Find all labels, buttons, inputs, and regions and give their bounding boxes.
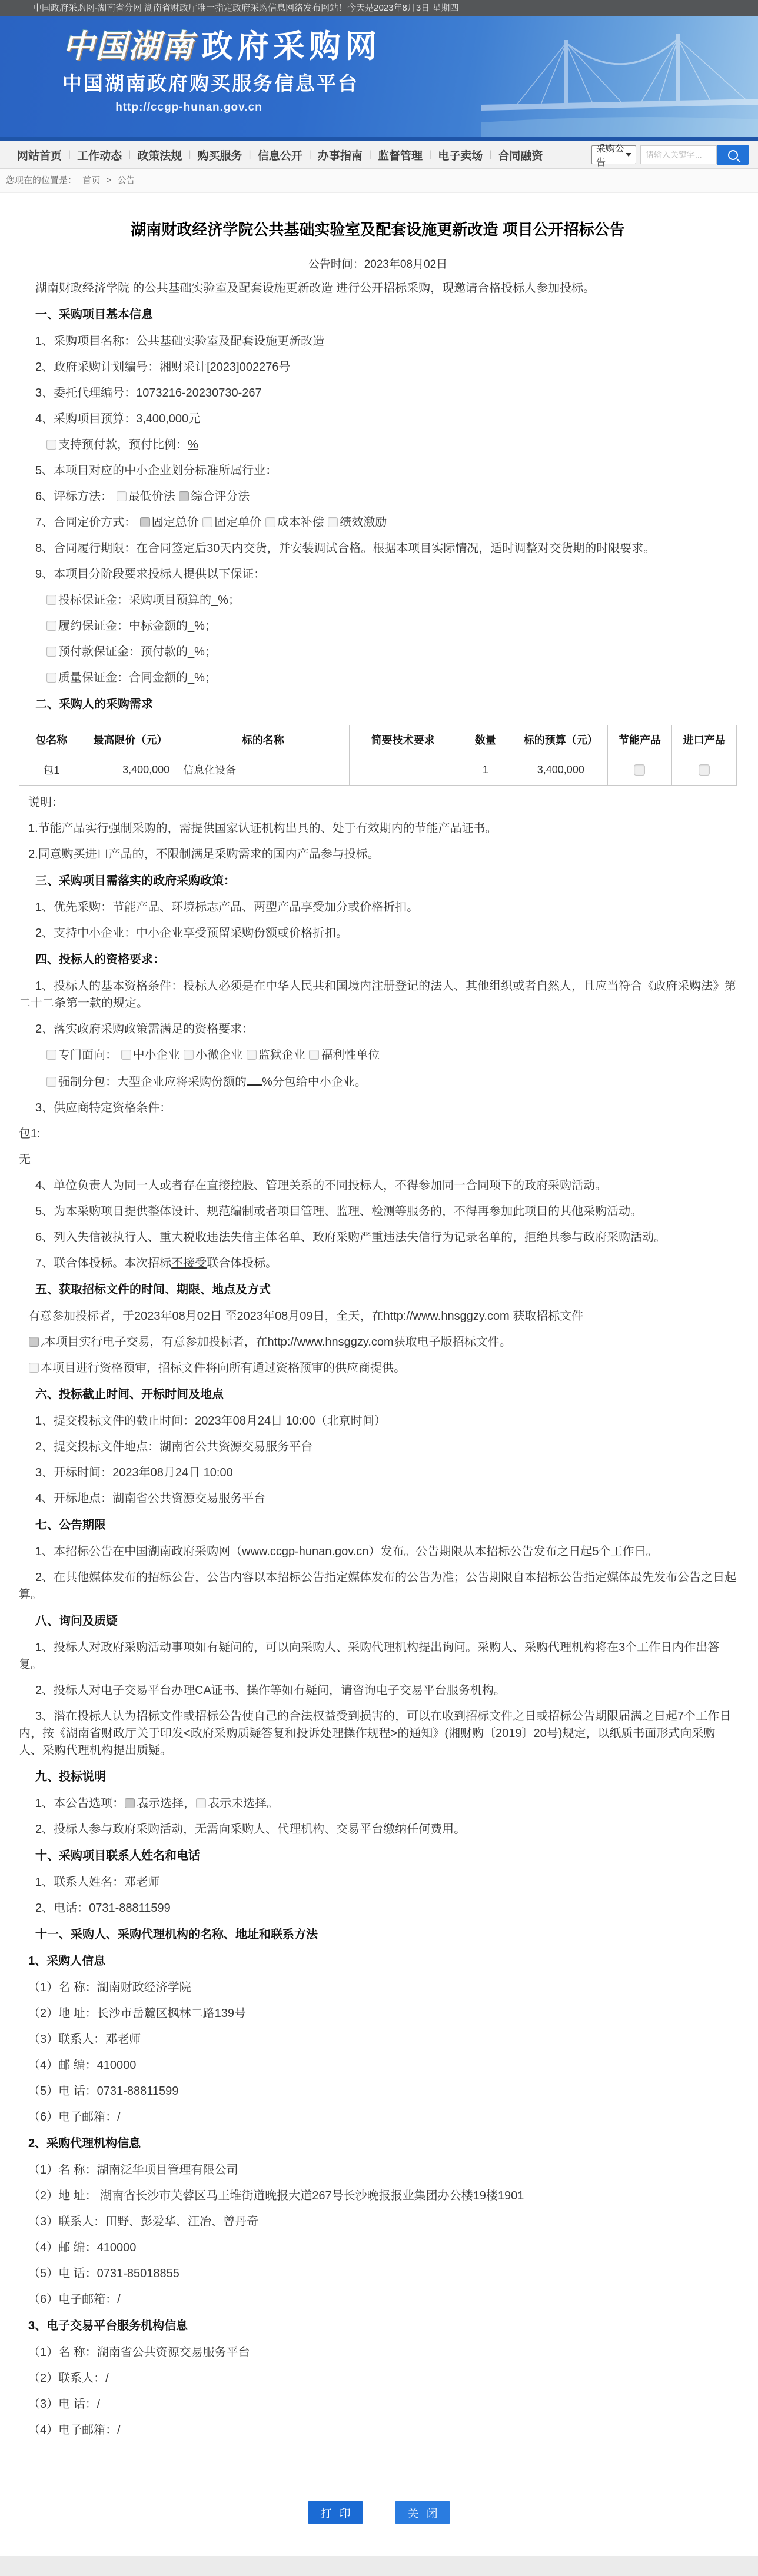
paragraph: 4、开标地点：湖南省公共资源交易服务平台 [35,1492,266,1505]
logo-calligraphy: 中国湖南 [62,29,194,64]
paragraph: 8、合同履行期限：在合同签定后30天内交货，并安装调试合格。根据本项目实际情况，适时调整对交货期的时限要求。 [35,542,656,555]
paragraph: 2.同意购买进口产品的，不限制满足采购需求的国内产品参与投标。 [28,848,380,861]
section-heading: 五、获取招标文件的时间、期限、地点及方式 [35,1283,271,1296]
checkbox-empty-icon [46,1077,56,1087]
paragraph: 4、单位负责人为同一人或者存在直接控股、管理关系的不同投标人，不得参加同一合同项下的政府采购活动。 [35,1179,607,1192]
table-cell: 包1 [19,754,84,786]
table-cell: 3,400,000 [84,754,177,786]
paragraph: 投标保证金：采购项目预算的_%； [19,592,737,609]
table-cell [349,754,457,786]
paragraph: （2）地 址： 湖南省长沙市芙蓉区马王堆街道晚报大道267号长沙晚报报业集团办公楼19楼1901 [28,2189,524,2202]
site-subtitle: 中国湖南政府购买服务信息平台 [62,72,359,94]
paragraph: 3、委托代理编号：1073216-20230730-267 [35,387,262,400]
paragraph: （2）地 址：长沙市岳麓区枫林二路139号 [28,2007,247,2020]
paragraph: 履约保证金：中标金额的_%； [19,618,737,635]
breadcrumb-separator: > [106,175,112,185]
table-cell: 3,400,000 [514,754,607,786]
paragraph: （1）名 称：湖南泛华项目管理有限公司 [28,2164,238,2176]
checkbox-empty-icon [196,1798,206,1808]
chevron-down-icon [626,153,631,157]
search-input[interactable] [640,145,717,164]
breadcrumb-home-link[interactable]: 首页 [82,175,101,185]
paragraph: 5、为本采购项目提供整体设计、规范编制或者项目管理、监理、检测等服务的，不得再参加此项目的其他采购活动。 [35,1205,643,1218]
underlined-text: % [188,438,198,451]
underlined-text: 不接受 [171,1257,207,1270]
table-cell: 信息化设备 [177,754,350,786]
paragraph: 专门面向： 中小企业 小微企业 监狱企业 福利性单位 [19,1047,737,1064]
paragraph: 说明： [28,796,64,809]
paragraph: 1、本招标公告在中国湖南政府采购网（www.ccgp-hunan.gov.cn）发布。公告期限从本招标公告发布之日起5个工作日。 [35,1545,658,1558]
paragraph: 3、开标时间：2023年08月24日 10:00 [35,1466,233,1479]
print-button[interactable]: 打 印 [308,2501,363,2524]
paragraph: 强制分包：大型企业应将采购份额的 %分包给中小企业。 [19,1073,737,1091]
publish-time: 公告时间：2023年08月02日 [308,258,448,271]
paragraph: 支持预付款，预付比例：% [19,437,737,454]
search-category-select[interactable] [591,144,636,168]
paragraph: 7、合同定价方式： ✓固定总价 固定单价 成本补偿 绩效激励 [19,514,737,531]
paragraph: 1、提交投标文件的截止时间：2023年08月24日 10:00（北京时间） [35,1415,386,1427]
paragraph: （4）邮 编：410000 [28,2241,137,2254]
checkbox-checked-icon [140,517,150,527]
paragraph: 2、提交投标文件地点：湖南省公共资源交易服务平台 [35,1440,313,1453]
paragraph: 6、评标方法： 最低价法 ✓综合评分法 [19,488,737,505]
checkbox-empty-icon [202,517,212,527]
paragraph: 湖南财政经济学院 的公共基础实验室及配套设施更新改造 进行公开招标采购，现邀请合格投标人参加投标。 [35,282,596,295]
section-heading: 十、采购项目联系人姓名和电话 [35,1849,200,1862]
paragraph: （5）电 话：0731-88811599 [28,2085,179,2098]
paragraph: （1）名 称：湖南财政经济学院 [28,1981,191,1994]
section-heading: 八、询问及质疑 [35,1615,118,1628]
nav-item-3[interactable]: 政策法规 [137,149,182,162]
checkbox-checked-icon [179,491,189,501]
paragraph: 2、支持中小企业：中小企业享受预留采购份额或价格折扣。 [35,927,348,940]
paragraph: 1、投标人对政府采购活动事项如有疑问的，可以向采购人、采购代理机构提出询问。采购人、采购代理机构将在3个工作日内作出答复。 [19,1641,720,1671]
nav-item-1[interactable]: 网站首页 [17,149,62,162]
procurement-demand-table [19,725,737,786]
paragraph: 有意参加投标者，于2023年08月02日 至2023年08月09日，全天，在http://www.hnsggzy.com 获取招标文件 [28,1310,584,1323]
checkbox-empty-icon [46,673,56,683]
table-header-cell: 标的名称 [177,725,350,754]
paragraph: 包1: [19,1127,41,1140]
section-heading: 七、公告期限 [35,1519,106,1532]
paragraph: 1.节能产品实行强制采购的，需提供国家认证机构出具的、处于有效期内的节能产品证书。 [28,822,497,835]
checkbox-empty-icon [247,1050,257,1060]
section-heading: 1、采购人信息 [28,1955,106,1968]
checkbox-checked-icon [29,1337,39,1347]
nav-separator: | [429,149,432,159]
blank-underline [247,1073,262,1086]
paragraph: ✓ 本项目实行电子交易，有意参加投标者，在http://www.hnsggzy.com获取电子版招标文件。 [19,1334,737,1351]
section-heading: 十一、采购人、采购代理机构的名称、地址和联系方法 [35,1928,318,1941]
site-header [0,16,758,141]
nav-separator: | [248,149,251,159]
nav-separator: | [489,149,492,159]
paragraph: 1、投标人的基本资格条件：投标人必须是在中华人民共和国境内注册登记的法人、其他组织或者自然人，且应当符合《政府采购法》第二十二条第一款的规定。 [19,980,737,1010]
nav-separator: | [68,149,71,159]
paragraph: 3、供应商特定资格条件： [35,1101,172,1114]
checkbox-empty-icon [184,1050,194,1060]
paragraph: 2、政府采购计划编号：湘财采计[2023]002276号 [35,361,291,374]
paragraph: 质量保证金：合同金额的_%； [19,670,737,687]
section-heading: 一、采购项目基本信息 [35,308,153,321]
paragraph: （3）联系人：田野、彭爱华、汪冶、曾丹奇 [28,2215,259,2228]
paragraph: （4）电子邮箱：/ [28,2424,121,2437]
section-heading: 四、投标人的资格要求： [35,953,165,966]
table-header-cell: 数量 [457,725,514,754]
search-category-value: 采购公告 [596,144,625,168]
site-logo [0,16,758,114]
checkbox-empty-icon [46,440,56,450]
article-body [19,280,737,2439]
section-heading: 九、投标说明 [35,1770,106,1783]
main-nav [0,141,758,169]
paragraph: 1、采购项目名称：公共基础实验室及配套设施更新改造 [35,335,325,348]
paragraph: （6）电子邮箱：/ [28,2293,121,2306]
checkbox-empty-icon [328,517,338,527]
paragraph: （5）电 话：0731-85018855 [28,2267,179,2280]
site-url: http://ccgp-hunan.gov.cn [115,101,262,114]
search-button[interactable] [717,145,749,165]
checkbox-empty-icon [46,647,56,657]
section-heading: 3、电子交易平台服务机构信息 [28,2319,188,2332]
nav-item-8[interactable]: 电子卖场 [438,149,483,162]
site-logo-title [62,28,758,65]
checkbox-empty-icon [117,491,127,501]
checkbox-icon [699,764,710,776]
table-header-cell: 节能产品 [607,725,672,754]
close-button[interactable]: 关 闭 [395,2501,450,2524]
nav-item-5[interactable]: 信息公开 [257,149,302,162]
section-heading: 2、采购代理机构信息 [28,2137,141,2150]
checkbox-empty-icon [29,1363,39,1373]
table-cell [672,754,737,786]
nav-separator: | [308,149,311,159]
checkbox-empty-icon [309,1050,319,1060]
nav-item-6[interactable]: 办事指南 [317,149,363,162]
paragraph: 9、本项目分阶段要求投标人提供以下保证： [35,568,266,581]
paragraph: （1）名 称：湖南省公共资源交易服务平台 [28,2346,250,2359]
paragraph: 2、投标人对电子交易平台办理CA证书、操作等如有疑问，请咨询电子交易平台服务机构。 [35,1684,506,1697]
paragraph: （6）电子邮箱：/ [28,2111,121,2124]
nav-separator: | [188,149,191,159]
table-header-cell: 最高限价（元） [84,725,177,754]
nav-menu [11,147,549,163]
paragraph: 6、列入失信被执行人、重大税收违法失信主体名单、政府采购严重违法失信行为记录名单的，拒绝其参与政府采购活动。 [35,1231,666,1244]
checkbox-checked-icon [125,1798,135,1808]
checkbox-icon [634,764,645,776]
section-heading: 三、采购项目需落实的政府采购政策： [35,874,235,887]
nav-separator: | [368,149,372,159]
checkbox-empty-icon [46,621,56,631]
breadcrumb-current-link[interactable]: 公告 [117,175,135,185]
footer-actions [0,2448,758,2556]
table-header-cell: 简要技术要求 [349,725,457,754]
paragraph: 2、落实政府采购政策需满足的资格要求： [35,1023,254,1036]
table-header-cell: 进口产品 [672,725,737,754]
breadcrumb-prefix: 您现在的位置是： [6,175,77,185]
top-notice-text: 中国政府采购网-湖南省分网 湖南省财政厅唯一指定政府采购信息网络发布网站！今天是2023年8月3日 星期四 [33,3,459,13]
nav-item-2[interactable]: 工作动态 [77,149,122,162]
site-name: 政府采购网 [201,29,381,64]
table-header-cell: 包名称 [19,725,84,754]
nav-separator: | [128,149,131,159]
paragraph: 2、在其他媒体发布的招标公告，公告内容以本招标公告指定媒体发布的公告为准；公告期限自本招标公告指定媒体最先发布公告之日起算。 [19,1571,737,1601]
paragraph: 1、联系人姓名：邓老师 [35,1876,160,1889]
bottom-strip [0,2556,758,2576]
paragraph: 1、本公告选项： ✓ 表示选择， 表示未选择。 [19,1795,737,1812]
table-cell: 1 [457,754,514,786]
section-heading: 二、采购人的采购需求 [35,698,153,711]
paragraph: （3）联系人：邓老师 [28,2033,141,2046]
paragraph: 本项目进行资格预审，招标文件将向所有通过资格预审的供应商提供。 [19,1360,737,1377]
nav-item-4[interactable]: 购买服务 [197,149,242,162]
top-notice-bar [0,0,758,16]
section-heading: 六、投标截止时间、开标时间及地点 [35,1388,224,1401]
checkbox-empty-icon [46,1050,56,1060]
checkbox-empty-icon [265,517,275,527]
paragraph: 4、采购项目预算：3,400,000元 [35,412,201,425]
page-title: 湖南财政经济学院公共基础实验室及配套设施更新改造 项目公开招标公告 [131,221,625,238]
search-bar [591,144,749,168]
nav-item-9[interactable]: 合同融资 [498,149,543,162]
paragraph: 预付款保证金：预付款的_%； [19,644,737,661]
nav-item-7[interactable]: 监督管理 [378,149,423,162]
paragraph: （2）联系人：/ [28,2372,109,2385]
table-header-row [19,725,737,754]
paragraph: 7、联合体投标。本次招标不接受联合体投标。 [35,1257,278,1270]
checkbox-empty-icon [121,1050,131,1060]
paragraph: 2、投标人参与政府采购活动，无需向采购人、代理机构、交易平台缴纳任何费用。 [35,1823,466,1836]
breadcrumb-bar [0,169,758,193]
checkbox-empty-icon [46,595,56,605]
paragraph: 无 [19,1153,31,1166]
paragraph: 1、优先采购：节能产品、环境标志产品、两型产品享受加分或价格折扣。 [35,901,419,914]
paragraph: 2、电话：0731-88811599 [35,1902,171,1915]
paragraph: 3、潜在投标人认为招标文件或招标公告使自己的合法权益受到损害的，可以在收到招标文件之日或招标公告期限届满之日起7个工作日内，按《湖南省财政厅关于印发<政府采购质疑答复和投诉处理操作规程>的通知》(湘财购〔2019〕20号)规定，以纸质书面形式向采购人、采购代理机构提出质疑。 [19,1710,732,1757]
paragraph: 5、本项目对应的中小企业划分标准所属行业： [35,464,278,477]
paragraph: （3）电 话：/ [28,2398,101,2411]
announcement-article [0,193,758,2439]
table-cell [607,754,672,786]
paragraph: （4）邮 编：410000 [28,2059,137,2072]
table-row [19,754,737,786]
table-header-cell: 标的预算（元） [514,725,607,754]
search-icon [728,150,738,160]
